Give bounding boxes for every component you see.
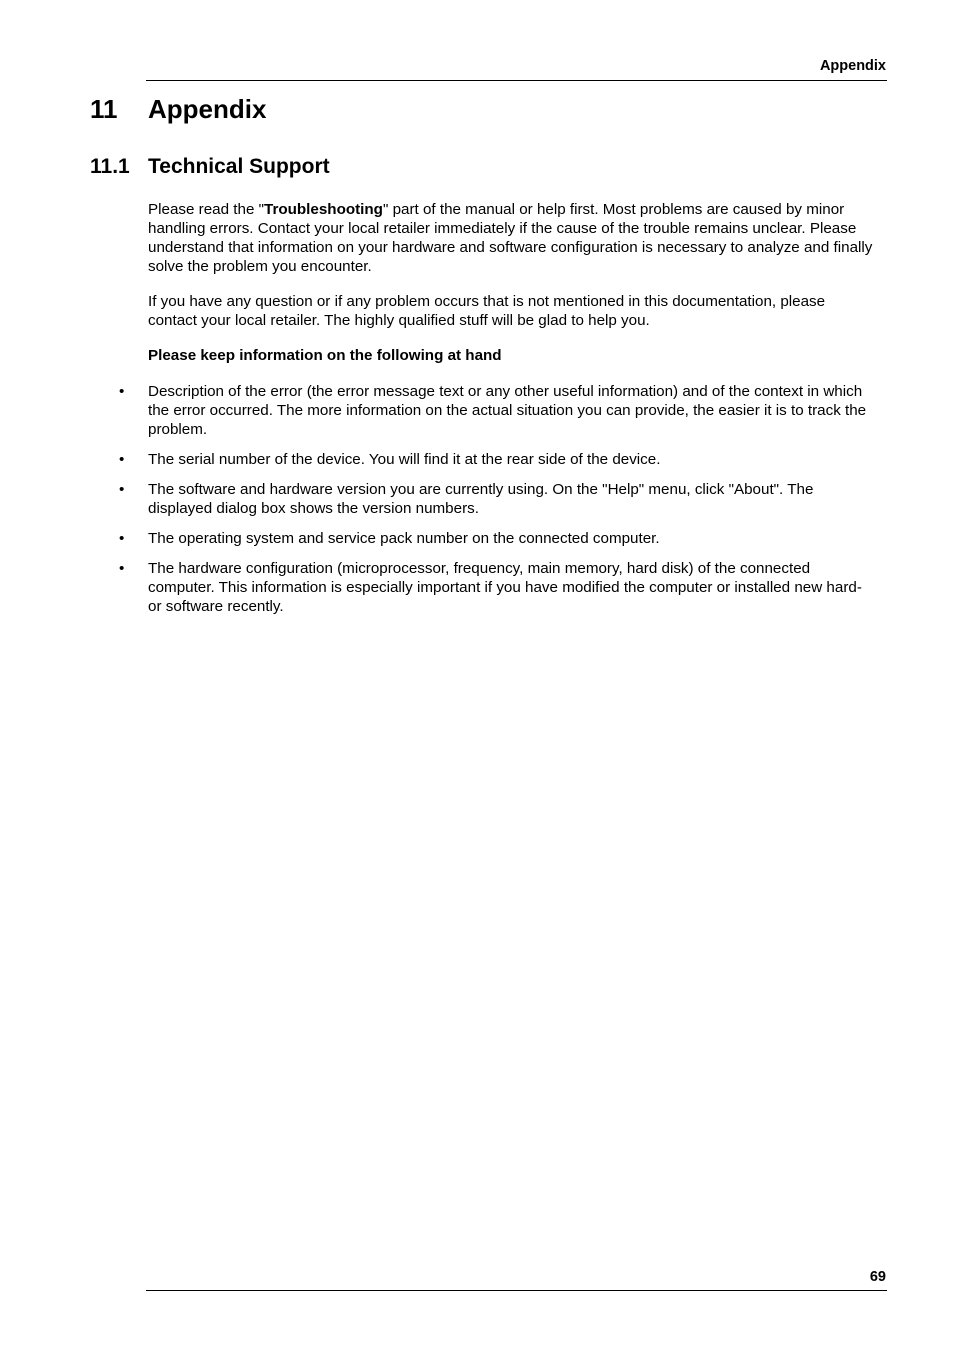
list-item-text: The hardware configuration (microprocessor, frequency, main memory, hard disk) of the connected computer. This information is especially important if you have modified the computer or installed new hard- or software recently.	[148, 560, 862, 615]
list-item-text: Description of the error (the error message text or any other useful information) and of the context in which the error occurred. The more information on the actual situation you can provide, the easier it is to track the problem.	[148, 383, 867, 438]
intro-paragraph	[148, 200, 878, 276]
list-item	[0, 382, 954, 439]
chapter-title: Appendix	[148, 94, 267, 124]
troubleshooting-emphasis: Troubleshooting	[264, 201, 383, 218]
contact-paragraph: If you have any question or if any problem occurs that is not mentioned in this documentation, please contact your local retailer. The highly qualified stuff will be glad to help you.	[148, 293, 826, 329]
list-item	[0, 480, 954, 518]
intro-text-before: Please read the "	[148, 201, 264, 218]
list-item	[0, 559, 954, 616]
section-number: 11.1	[90, 155, 130, 178]
header-rule	[146, 80, 887, 81]
footer-rule	[146, 1290, 887, 1291]
chapter-heading	[90, 91, 266, 127]
bullet-icon: •	[119, 530, 125, 547]
running-header: Appendix	[819, 58, 886, 74]
list-item-text: The serial number of the device. You will find it at the rear side of the device.	[148, 451, 661, 468]
bullet-icon: •	[119, 383, 125, 400]
section-title: Technical Support	[148, 155, 330, 178]
list-item	[0, 529, 954, 548]
list-item-text: The operating system and service pack number on the connected computer.	[148, 530, 660, 547]
info-bullet-list	[0, 382, 954, 627]
section-heading	[90, 152, 330, 182]
intro-text-after: " part of the manual or help first. Most problems are caused by minor handling errors. Contact your local retailer immediately if the cause of the trouble remains unclear. Please understand that information on your hardware and software configuration is necessary to analyze and finally solve the problem you encounter.	[148, 201, 873, 275]
keep-info-heading: Please keep information on the following at hand	[148, 347, 502, 364]
bullet-icon: •	[119, 481, 125, 498]
list-item	[0, 450, 954, 469]
bullet-icon: •	[119, 451, 125, 468]
bullet-icon: •	[119, 560, 125, 577]
page-number: 69	[869, 1269, 886, 1285]
chapter-number: 11	[90, 94, 118, 124]
list-item-text: The software and hardware version you are currently using. On the "Help" menu, click "About". The displayed dialog box shows the version numbers.	[148, 481, 814, 517]
